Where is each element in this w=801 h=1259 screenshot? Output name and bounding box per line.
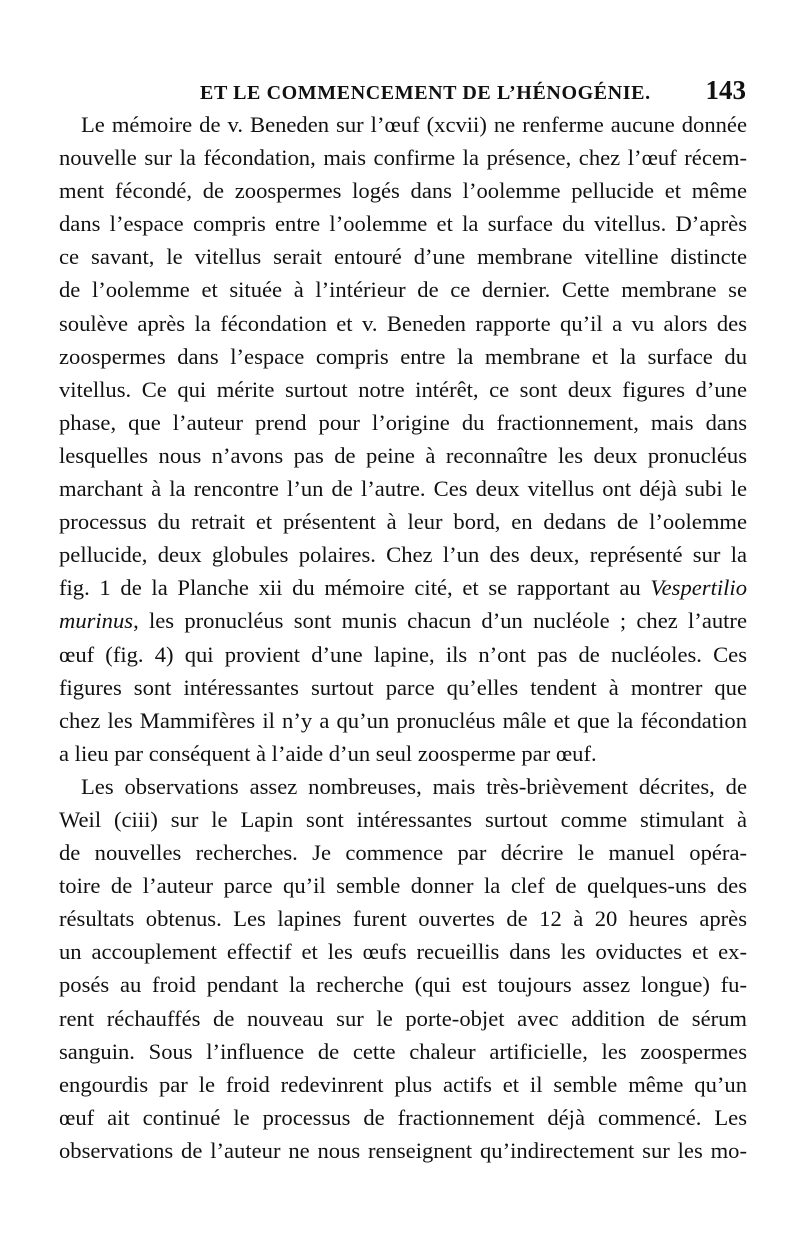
text-line: processus du retrait et présentent à leur bord, en dedans de l’oolemme [59, 509, 747, 535]
text-line: ce savant, le vitellus serait entouré d’une membrane vitelline distincte [59, 244, 747, 270]
text-line-start: fig. 1 de la Planche xii du mémoire cité, et se rapportant au [59, 575, 641, 601]
text-line: dans l’espace compris entre l’oolemme et la surface du vitellus. D’après [59, 211, 747, 237]
text-line: engourdis par le froid redevinrent plus actifs et il semble même qu’un [59, 1071, 747, 1097]
italic-term-murinus: murinus [59, 608, 134, 634]
page-number: 143 [705, 75, 746, 105]
text-line: nouvelle sur la fécondation, mais confirme la présence, chez l’œuf récem- [59, 145, 747, 171]
page-header [200, 74, 746, 108]
text-line: posés au froid pendant la recherche (qui est toujours assez longue) fu- [59, 972, 747, 998]
text-line: vitellus. Ce qui mérite surtout notre intérêt, ce sont deux figures d’une [59, 376, 747, 402]
text-line: Le mémoire de v. Beneden sur l’œuf (xcvii) ne renferme aucune donnée [81, 112, 747, 137]
text-line: observations de l’auteur ne nous renseignent qu’indirectement sur les mo- [59, 1137, 747, 1163]
text-line: pellucide, deux globules polaires. Chez l’un des deux, représenté sur la [59, 542, 747, 568]
text-line: résultats obtenus. Les lapines furent ouvertes de 12 à 20 heures après [59, 906, 747, 932]
body-text [59, 108, 747, 1167]
text-line: Weil (ciii) sur le Lapin sont intéressantes surtout comme stimulant à [59, 806, 747, 832]
text-line: rent réchauffés de nouveau sur le porte-objet avec addition de sérum [59, 1005, 747, 1031]
text-line-rest: , les pronucléus sont munis chacun d’un nucléole ; chez l’autre [133, 608, 747, 634]
text-line: un accouplement effectif et les œufs recueillis dans les oviductes et ex- [59, 939, 747, 965]
text-line [59, 604, 747, 637]
text-line: soulève après la fécondation et v. Beneden rapporte qu’il a vu alors des [59, 310, 747, 336]
text-line: œuf ait continué le processus de fractionnement déjà commencé. Les [59, 1104, 747, 1130]
text-line: toire de l’auteur parce qu’il semble donner la clef de quelques-uns des [59, 873, 747, 899]
text-line: marchant à la rencontre l’un de l’autre. Ces deux vitellus ont déjà subi le [59, 476, 747, 502]
text-line: ment fécondé, de zoospermes logés dans l’oolemme pellucide et même [59, 178, 747, 204]
text-line [59, 571, 747, 604]
text-line: zoospermes dans l’espace compris entre la membrane et la surface du [59, 343, 747, 369]
text-line: a lieu par conséquent à l’aide d’un seul zoosperme par œuf. [59, 740, 597, 766]
italic-term-vespertilio: Vespertilio [650, 575, 747, 601]
text-line: phase, que l’auteur prend pour l’origine du fractionnement, mais dans [59, 409, 747, 435]
text-line: sanguin. Sous l’influence de cette chaleur artificielle, les zoospermes [59, 1038, 747, 1064]
running-title: ET LE COMMENCEMENT DE L’HÉNOGÉNIE. [200, 82, 651, 104]
text-line: de nouvelles recherches. Je commence par décrire le manuel opéra- [59, 840, 747, 866]
text-line: chez les Mammifères il n’y a qu’un pronucléus mâle et que la fécondation [59, 707, 747, 733]
text-line: œuf (fig. 4) qui provient d’une lapine, ils n’ont pas de nucléoles. Ces [59, 641, 747, 667]
text-line: Les observations assez nombreuses, mais très-brièvement décrites, de [81, 773, 747, 799]
text-line: de l’oolemme et située à l’intérieur de ce dernier. Cette membrane se [59, 277, 747, 303]
text-line: lesquelles nous n’avons pas de peine à reconnaître les deux pronucléus [59, 442, 747, 468]
text-line: figures sont intéressantes surtout parce qu’elles tendent à montrer que [59, 674, 747, 700]
